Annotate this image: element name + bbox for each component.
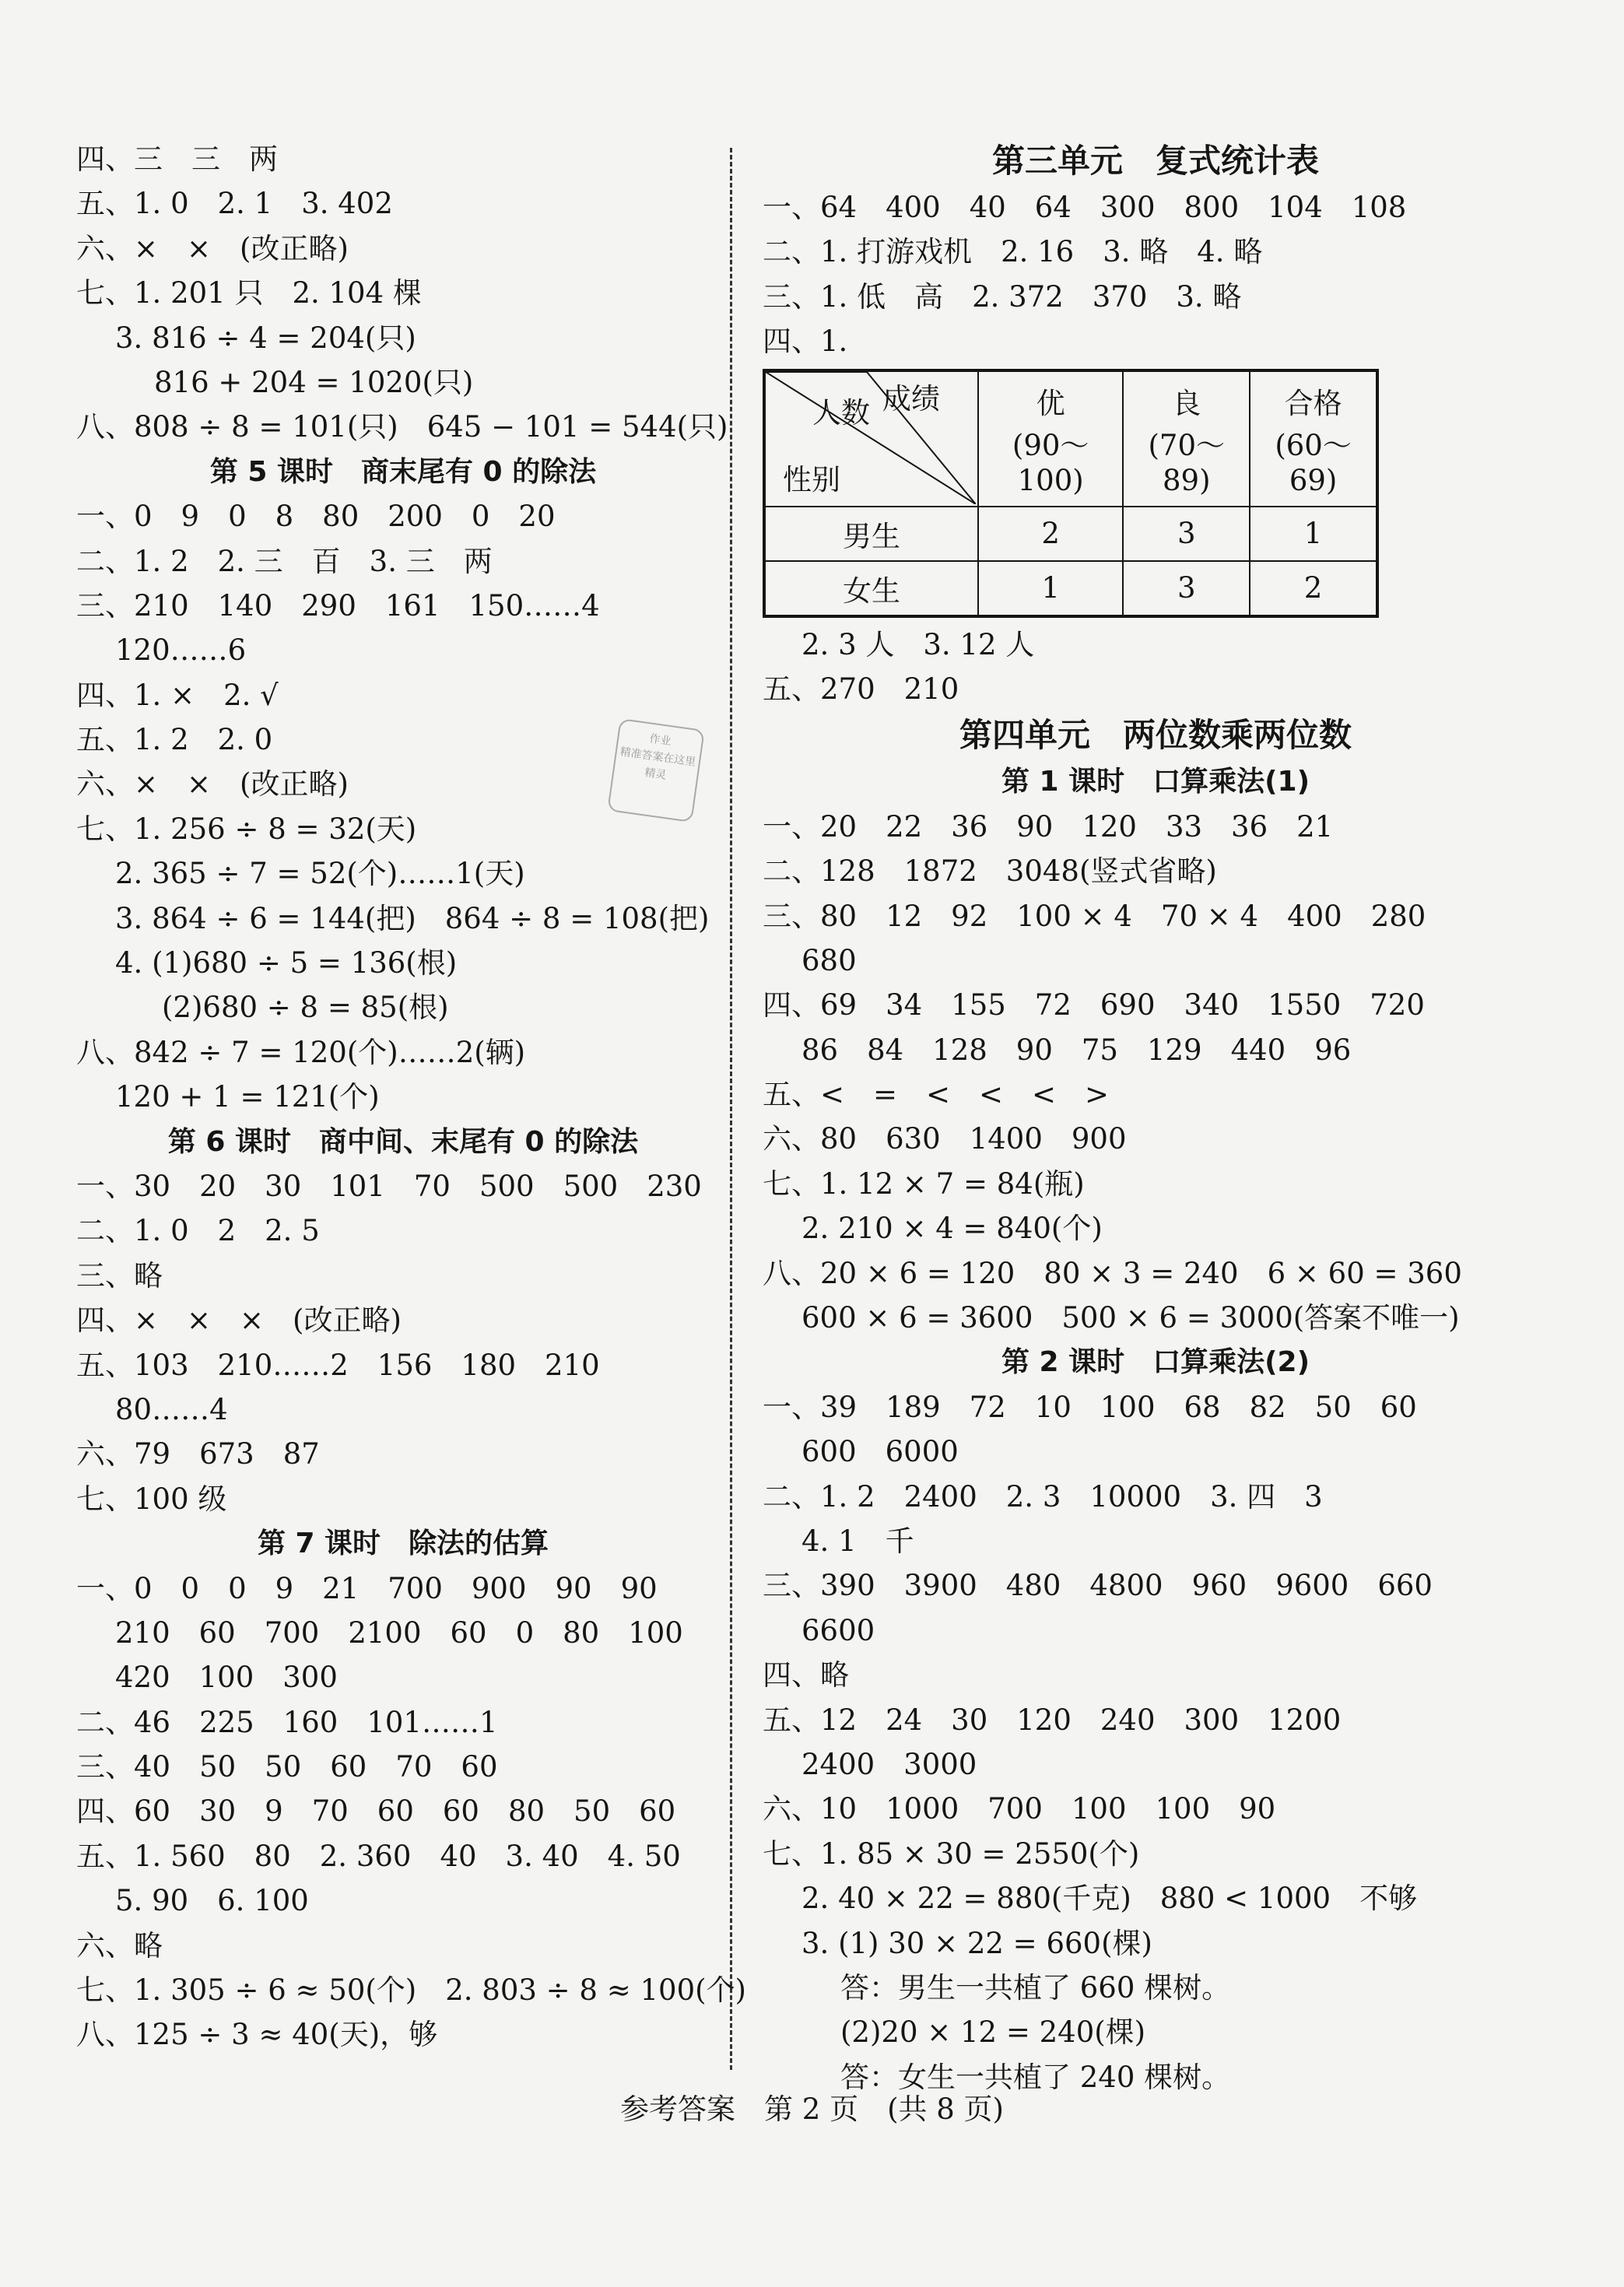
answer-line: 六、× × (改正略)	[76, 767, 349, 802]
col-header-name: 良	[1172, 387, 1201, 421]
answer-line: 五、270 210	[763, 672, 959, 706]
answer-line: 四、69 34 155 72 690 340 1550 720	[763, 988, 1425, 1022]
stamp-watermark	[607, 718, 705, 823]
table-row	[764, 507, 1377, 561]
col-header-pass	[1250, 370, 1377, 507]
answer-line: 六、略	[76, 1928, 163, 1963]
answer-line: 八、842 ÷ 7 = 120(个)……2(辆)	[76, 1035, 526, 1069]
corner-label-gender: 性别	[783, 462, 840, 496]
answer-line: 四、1. × 2. √	[76, 678, 279, 712]
row-label: 男生	[764, 507, 978, 561]
table-header-row	[764, 370, 1377, 507]
answer-line: 答：男生一共植了 660 棵树。	[840, 1970, 1231, 2005]
section-heading: 第 1 课时 口算乘法(1)	[1001, 766, 1310, 798]
answer-line: 2. 210 × 4 = 840(个)	[801, 1212, 1103, 1246]
section-heading: 第 2 课时 口算乘法(2)	[1001, 1346, 1310, 1379]
answer-line: 二、1. 2 2. 三 百 3. 三 两	[76, 544, 493, 578]
answer-line: 6600	[801, 1613, 875, 1647]
answer-line: (2)20 × 12 = 240(棵)	[840, 2015, 1146, 2050]
answer-line: 五、103 210……2 156 180 210	[76, 1348, 600, 1382]
answer-line: 4. 1 千	[801, 1524, 914, 1558]
answer-line: 六、10 1000 700 100 100 90	[763, 1792, 1276, 1826]
answer-line: 七、1. 256 ÷ 8 = 32(天)	[76, 812, 417, 846]
answer-line: 六、× × (改正略)	[76, 231, 349, 265]
answer-line: 六、79 673 87	[76, 1437, 320, 1471]
answer-line: 二、1. 打游戏机 2. 16 3. 略 4. 略	[763, 235, 1263, 269]
answer-line: 86 84 128 90 75 129 440 96	[801, 1033, 1352, 1067]
answer-line: 三、390 3900 480 4800 960 9600 660	[763, 1569, 1433, 1603]
answer-line: 答：女生一共植了 240 棵树。	[840, 2060, 1231, 2094]
stats-table	[763, 369, 1379, 618]
answer-line: 二、128 1872 3048(竖式省略)	[763, 854, 1217, 889]
right-bottom-block	[763, 623, 1549, 2100]
answer-line: 三、80 12 92 100 × 4 70 × 4 400 280	[763, 899, 1426, 933]
corner-label-count: 人数	[812, 395, 870, 430]
answer-line: 五、1. 2 2. 0	[76, 723, 273, 757]
answer-line: 四、三 三 两	[76, 142, 278, 176]
answer-line: 五、< = < < < >	[763, 1078, 1110, 1112]
right-column	[763, 137, 1549, 2099]
answer-line: 七、1. 201 只 2. 104 棵	[76, 276, 422, 310]
table-row	[764, 561, 1377, 616]
answer-line: 二、46 225 160 101……1	[76, 1705, 498, 1739]
table-corner-cell	[764, 370, 978, 507]
answer-line: 600 × 6 = 3600 500 × 6 = 3000(答案不唯一)	[801, 1301, 1460, 1335]
answer-line: 六、80 630 1400 900	[763, 1122, 1127, 1156]
answer-line: 五、12 24 30 120 240 300 1200	[763, 1703, 1342, 1737]
table-cell: 2	[1250, 561, 1377, 616]
col-header-range: (90～100)	[1012, 429, 1089, 498]
answer-line: 3. 816 ÷ 4 = 204(只)	[115, 321, 416, 355]
col-header-name: 合格	[1284, 387, 1342, 421]
answer-line: 二、1. 0 2 2. 5	[76, 1214, 320, 1248]
stamp-line: 作业	[648, 732, 672, 749]
answer-line: 二、1. 2 2400 2. 3 10000 3. 四 3	[763, 1479, 1323, 1514]
answer-line: (2)680 ÷ 8 = 85(根)	[162, 991, 449, 1025]
answer-line: 三、40 50 50 60 70 60	[76, 1750, 498, 1784]
answer-line: 七、1. 305 ÷ 6 ≈ 50(个) 2. 803 ÷ 8 ≈ 100(个)	[76, 1973, 746, 2008]
section-heading: 第三单元 复式统计表	[991, 142, 1319, 180]
answer-line: 2400 3000	[801, 1747, 977, 1781]
answer-line: 四、× × × (改正略)	[76, 1303, 402, 1338]
answer-line: 一、30 20 30 101 70 500 500 230	[76, 1169, 702, 1203]
answer-line: 三、1. 低 高 2. 372 370 3. 略	[763, 279, 1242, 314]
answer-line: 四、1.	[763, 324, 848, 359]
col-header-excellent	[978, 370, 1123, 507]
col-header-range: (70～89)	[1148, 429, 1226, 498]
answer-line: 四、略	[763, 1658, 849, 1692]
answer-line: 四、60 30 9 70 60 60 80 50 60	[76, 1794, 676, 1829]
answer-line: 120 + 1 = 121(个)	[115, 1080, 380, 1114]
right-top-block	[763, 137, 1549, 364]
answer-line: 五、1. 560 80 2. 360 40 3. 40 4. 50	[76, 1839, 681, 1873]
table-cell: 1	[978, 561, 1123, 616]
corner-label-score: 成绩	[882, 381, 940, 416]
section-heading: 第四单元 两位数乘两位数	[959, 716, 1352, 755]
table-cell: 3	[1123, 561, 1250, 616]
row-label: 女生	[764, 561, 978, 616]
answer-line: 八、125 ÷ 3 ≈ 40(天)，够	[76, 2018, 438, 2052]
answer-line: 5. 90 6. 100	[115, 1884, 309, 1918]
answer-line: 120……6	[115, 633, 247, 668]
section-heading: 第 6 课时 商中间、末尾有 0 的除法	[167, 1125, 639, 1158]
answer-line: 2. 3 人 3. 12 人	[801, 627, 1035, 661]
answer-line: 三、略	[76, 1258, 163, 1293]
answer-line: 80……4	[115, 1392, 228, 1426]
answer-line: 816 + 204 = 1020(只)	[154, 365, 474, 399]
answer-line: 三、210 140 290 161 150……4	[76, 588, 600, 623]
col-header-name: 优	[1036, 387, 1065, 421]
answer-line: 五、1. 0 2. 1 3. 402	[76, 187, 393, 221]
stamp-line: 精准答案在这里	[619, 745, 697, 769]
answer-line: 210 60 700 2100 60 0 80 100	[115, 1615, 683, 1650]
section-heading: 第 7 课时 除法的估算	[257, 1528, 549, 1560]
answer-line: 一、20 22 36 90 120 33 36 21	[763, 809, 1334, 844]
answer-line: 七、1. 85 × 30 = 2550(个)	[763, 1836, 1140, 1871]
answer-line: 一、39 189 72 10 100 68 82 50 60	[763, 1390, 1417, 1424]
answer-line: 680	[801, 943, 857, 977]
answer-line: 4. (1)680 ÷ 5 = 136(根)	[115, 946, 458, 980]
answer-line: 一、0 0 0 9 21 700 900 90 90	[76, 1571, 658, 1605]
col-header-range: (60～69)	[1275, 429, 1352, 498]
stamp-line: 精灵	[644, 766, 668, 782]
section-heading: 第 5 课时 商末尾有 0 的除法	[209, 455, 597, 488]
table-cell: 3	[1123, 507, 1250, 561]
answer-line: 600 6000	[801, 1435, 959, 1469]
answer-line: 420 100 300	[115, 1661, 338, 1695]
table-cell: 1	[1250, 507, 1377, 561]
answer-line: 八、20 × 6 = 120 80 × 3 = 240 6 × 60 = 360	[763, 1256, 1462, 1290]
answer-line: 七、100 级	[76, 1482, 227, 1516]
answer-line: 七、1. 12 × 7 = 84(瓶)	[763, 1166, 1085, 1201]
table-cell: 2	[978, 507, 1123, 561]
answer-line: 一、0 9 0 8 80 200 0 20	[76, 500, 556, 534]
answer-line: 2. 40 × 22 = 880(千克) 880 < 1000 不够	[801, 1882, 1418, 1916]
answer-line: 八、808 ÷ 8 = 101(只) 645 − 101 = 544(只)	[76, 410, 728, 444]
answer-line: 3. (1) 30 × 22 = 660(棵)	[801, 1926, 1152, 1960]
page-footer: 参考答案 第 2 页 (共 8 页)	[620, 2092, 1004, 2126]
col-header-good	[1123, 370, 1250, 507]
answer-line: 2. 365 ÷ 7 = 52(个)……1(天)	[115, 857, 525, 891]
answer-line: 一、64 400 40 64 300 800 104 108	[763, 191, 1407, 224]
column-divider	[730, 148, 732, 2070]
left-column	[76, 137, 746, 2057]
answer-line: 3. 864 ÷ 6 = 144(把) 864 ÷ 8 = 108(把)	[115, 901, 710, 935]
